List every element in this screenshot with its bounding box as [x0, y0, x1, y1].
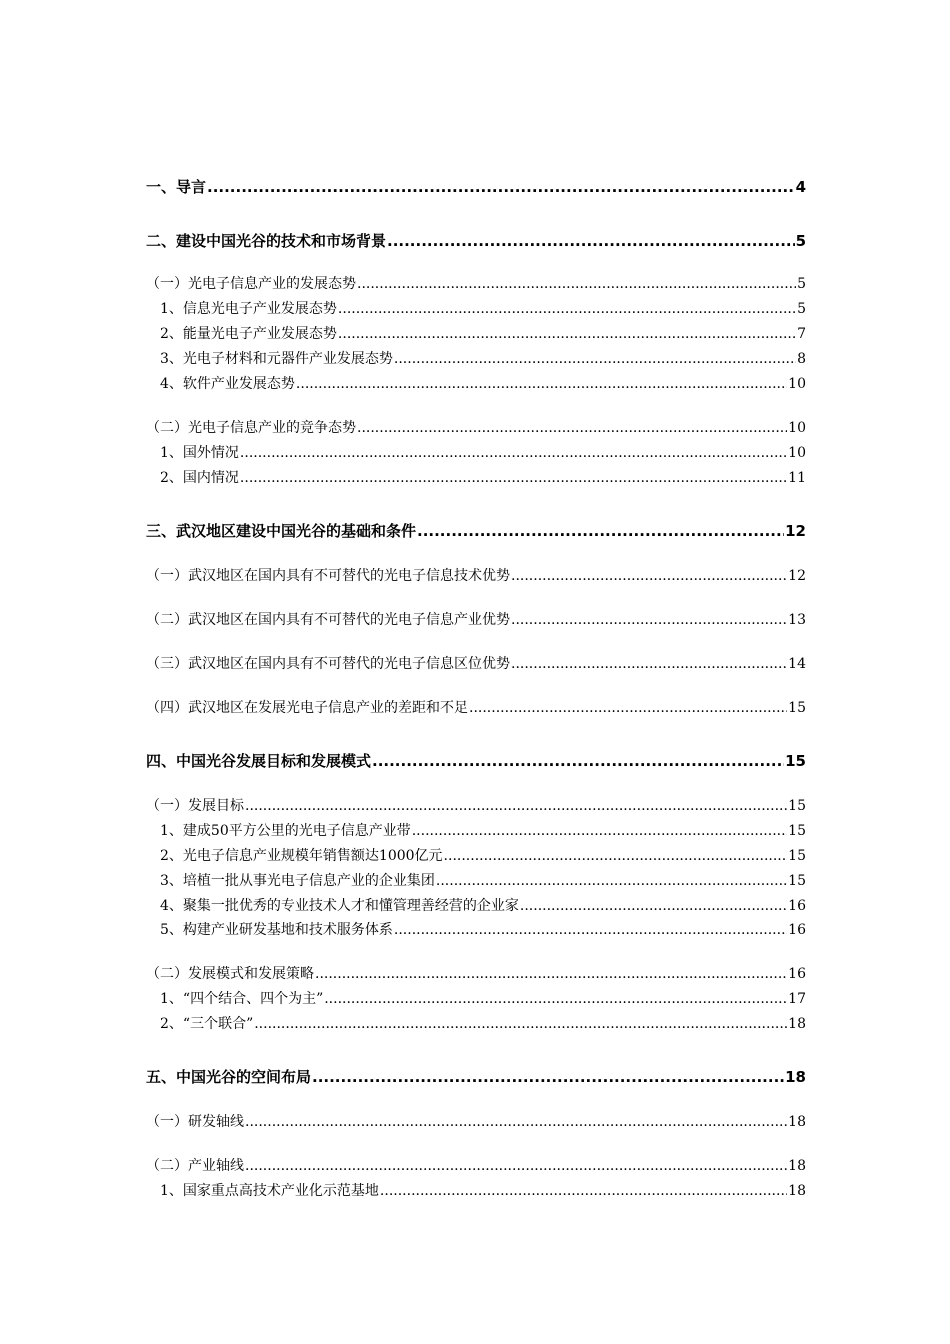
toc-entry-label: 三、武汉地区建设中国光谷的基础和条件: [146, 522, 417, 540]
toc-entry[interactable]: [146, 230, 806, 251]
toc-entry[interactable]: [160, 845, 806, 865]
toc-entry[interactable]: [146, 273, 806, 293]
toc-entry-label: 1、国外情况: [160, 445, 239, 461]
toc-entry-label: 2、光电子信息产业规模年销售额达1000亿元: [160, 848, 443, 864]
dot-leader: [469, 700, 787, 716]
toc-entry[interactable]: [160, 298, 806, 318]
toc-entry[interactable]: [146, 750, 806, 771]
toc-entry[interactable]: [146, 565, 806, 585]
dot-leader: [338, 301, 796, 317]
toc-entry-page: 10: [788, 376, 806, 392]
toc-entry-label: （一）武汉地区在国内具有不可替代的光电子信息技术优势: [146, 568, 510, 584]
toc-entry-label: 2、国内情况: [160, 470, 239, 486]
toc-entry[interactable]: [160, 373, 806, 393]
dot-leader: [417, 522, 784, 540]
toc-entry-page: 15: [788, 873, 806, 889]
dot-leader: [380, 1183, 787, 1199]
toc-entry[interactable]: [160, 1180, 806, 1200]
toc-entry-label: 四、中国光谷发展目标和发展模式: [146, 752, 372, 770]
toc-entry-label: 5、构建产业研发基地和技术服务体系: [160, 922, 393, 938]
toc-entry-page: 10: [788, 420, 806, 436]
dot-leader: [511, 568, 787, 584]
toc-entry-page: 5: [797, 276, 806, 292]
toc-entry-label: 1、“四个结合、四个为主”: [160, 991, 324, 1007]
toc-entry[interactable]: [160, 348, 806, 368]
dot-leader: [511, 612, 787, 628]
toc-entry[interactable]: [146, 520, 806, 541]
toc-entry-page: 10: [788, 445, 806, 461]
toc-entry[interactable]: [160, 442, 806, 462]
dot-leader: [511, 656, 787, 672]
toc-entry-label: 一、导言: [146, 178, 207, 196]
dot-leader: [444, 848, 788, 864]
dot-leader: [245, 1158, 787, 1174]
toc-entry[interactable]: [160, 1013, 806, 1033]
toc-entry-page: 15: [788, 700, 806, 716]
toc-entry[interactable]: [160, 467, 806, 487]
toc-entry-label: （一）光电子信息产业的发展态势: [146, 276, 356, 292]
toc-entry-page: 15: [788, 823, 806, 839]
dot-leader: [245, 798, 787, 814]
dot-leader: [357, 276, 796, 292]
toc-entry-page: 13: [788, 612, 806, 628]
toc-entry-page: 18: [788, 1158, 806, 1174]
toc-entry[interactable]: [146, 653, 806, 673]
toc-entry-label: 1、建成50平方公里的光电子信息产业带: [160, 823, 411, 839]
dot-leader: [315, 966, 787, 982]
toc-entry-page: 11: [788, 470, 806, 486]
toc-entry-page: 4: [795, 178, 806, 196]
toc-entry-page: 18: [788, 1016, 806, 1032]
toc-entry-page: 15: [788, 798, 806, 814]
toc-entry-page: 16: [788, 922, 806, 938]
toc-entry[interactable]: [160, 895, 806, 915]
toc-entry-page: 14: [788, 656, 806, 672]
toc-entry-page: 16: [788, 966, 806, 982]
toc-entry-page: 12: [788, 568, 806, 584]
toc-entry[interactable]: [146, 795, 806, 815]
toc-entry-page: 12: [785, 522, 806, 540]
toc-entry-label: 2、“三个联合”: [160, 1016, 254, 1032]
toc-entry-page: 7: [797, 326, 806, 342]
toc-entry[interactable]: [146, 1111, 806, 1131]
toc-entry[interactable]: [160, 919, 806, 939]
toc-entry-label: 1、信息光电子产业发展态势: [160, 301, 337, 317]
toc-entry-label: （二）光电子信息产业的竞争态势: [146, 420, 356, 436]
dot-leader: [312, 1068, 784, 1086]
dot-leader: [240, 445, 787, 461]
toc-entry-label: 3、光电子材料和元器件产业发展态势: [160, 351, 393, 367]
toc-entry[interactable]: [146, 1066, 806, 1087]
dot-leader: [240, 470, 787, 486]
toc-entry[interactable]: [160, 988, 806, 1008]
toc-entry-label: 3、培植一批从事光电子信息产业的企业集团: [160, 873, 435, 889]
toc-entry-label: 1、国家重点高技术产业化示范基地: [160, 1183, 379, 1199]
dot-leader: [372, 752, 784, 770]
toc-entry-page: 5: [797, 301, 806, 317]
dot-leader: [324, 991, 787, 1007]
toc-entry-label: 2、能量光电子产业发展态势: [160, 326, 337, 342]
dot-leader: [412, 823, 787, 839]
dot-leader: [338, 326, 796, 342]
toc-entry-label: （三）武汉地区在国内具有不可替代的光电子信息区位优势: [146, 656, 510, 672]
toc-entry[interactable]: [146, 963, 806, 983]
toc-entry-page: 17: [788, 991, 806, 1007]
toc-entry-page: 16: [788, 898, 806, 914]
toc-entry[interactable]: [160, 870, 806, 890]
toc-entry-page: 5: [795, 232, 806, 250]
dot-leader: [520, 898, 787, 914]
dot-leader: [207, 178, 795, 196]
toc-entry-label: （二）武汉地区在国内具有不可替代的光电子信息产业优势: [146, 612, 510, 628]
dot-leader: [436, 873, 787, 889]
dot-leader: [394, 351, 796, 367]
dot-leader: [245, 1114, 787, 1130]
dot-leader: [296, 376, 787, 392]
toc-entry[interactable]: [146, 609, 806, 629]
toc-entry-page: 18: [788, 1114, 806, 1130]
dot-leader: [254, 1016, 787, 1032]
toc-entry-label: （二）产业轴线: [146, 1158, 244, 1174]
toc-entry-label: 4、软件产业发展态势: [160, 376, 295, 392]
toc-entry[interactable]: [146, 1155, 806, 1175]
toc-entry-page: 15: [788, 848, 806, 864]
toc-entry-label: 五、中国光谷的空间布局: [146, 1068, 312, 1086]
toc-entry-label: （二）发展模式和发展策略: [146, 966, 314, 982]
toc-entry-label: 二、建设中国光谷的技术和市场背景: [146, 232, 387, 250]
toc-entry-label: （四）武汉地区在发展光电子信息产业的差距和不足: [146, 700, 468, 716]
dot-leader: [387, 232, 795, 250]
toc-entry-page: 18: [788, 1183, 806, 1199]
toc-entry-label: （一）研发轴线: [146, 1114, 244, 1130]
toc-entry[interactable]: [146, 176, 806, 197]
toc-entry[interactable]: [160, 323, 806, 343]
toc-entry-page: 18: [785, 1068, 806, 1086]
toc-entry-page: 15: [785, 752, 806, 770]
toc-entry[interactable]: [146, 417, 806, 437]
toc-entry-label: 4、聚集一批优秀的专业技术人才和懂管理善经营的企业家: [160, 898, 519, 914]
toc-entry[interactable]: [160, 820, 806, 840]
toc-entry-page: 8: [797, 351, 806, 367]
dot-leader: [394, 922, 787, 938]
dot-leader: [357, 420, 787, 436]
toc-entry-label: （一）发展目标: [146, 798, 244, 814]
toc-entry[interactable]: [146, 697, 806, 717]
